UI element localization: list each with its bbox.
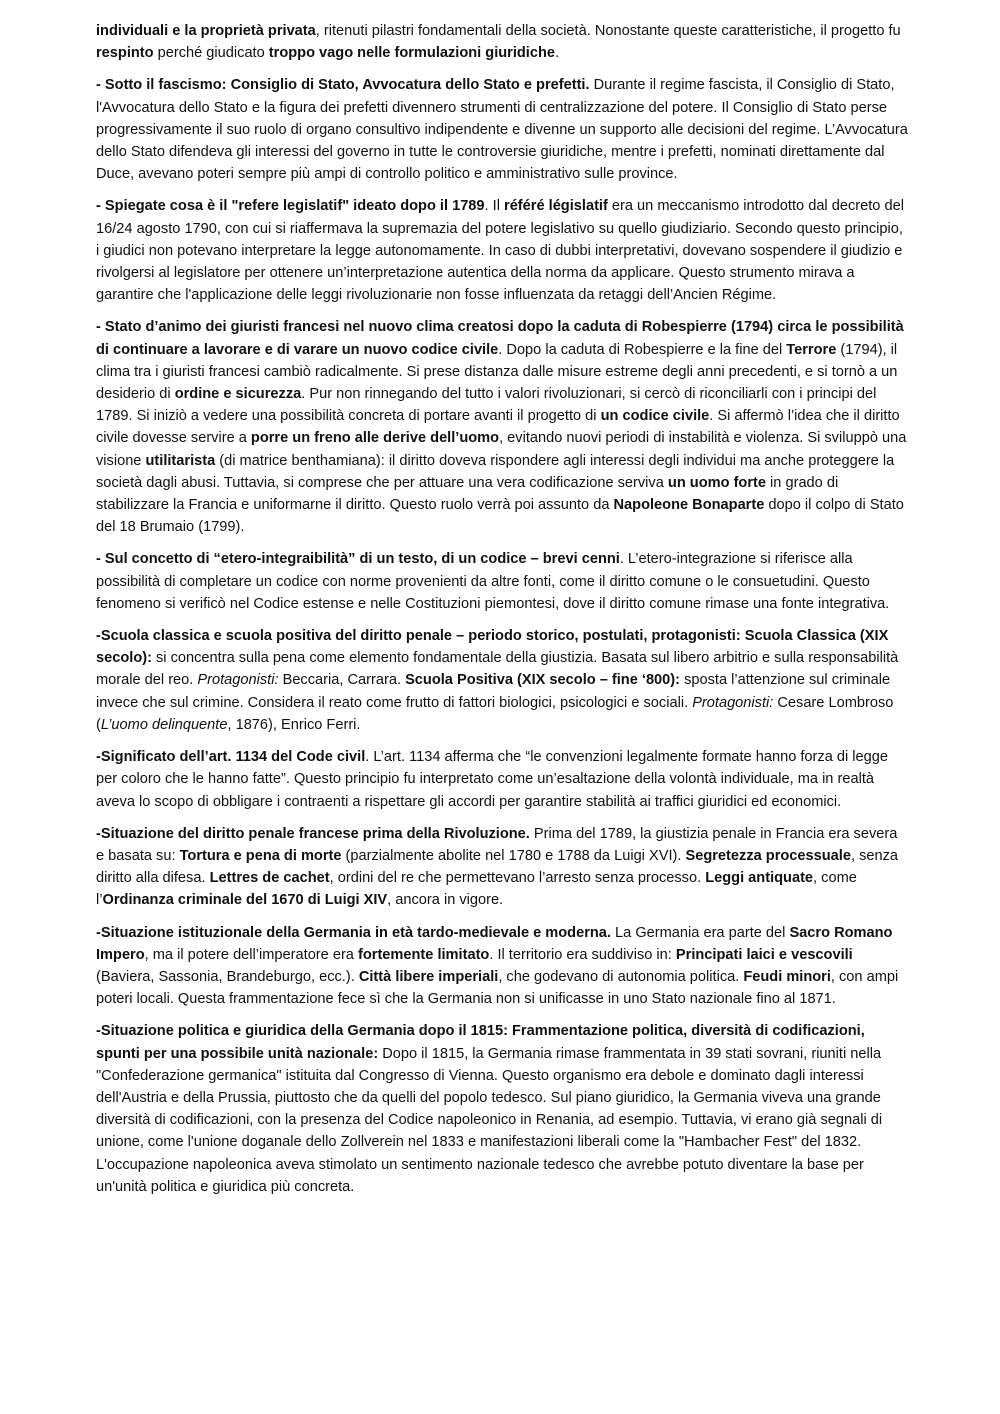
paragraph — [96, 548, 908, 615]
paragraph — [96, 316, 908, 538]
text-run: , evitando nuovi periodi di instabilità e violenza. Si sviluppò una visione — [96, 430, 907, 469]
text-run: . — [555, 45, 560, 62]
text-run: , che godevano di autonomia politica. — [498, 968, 744, 985]
bold-text: ordine e sicurezza — [174, 386, 302, 403]
text-run: , ordini del re che permettevano l’arresto senza processo. — [329, 870, 706, 887]
bold-text: - Stato d’animo dei giuristi francesi nel nuovo clima creatosi dopo la caduta di Robespierre (1794) circa le possibilità di continuare a lavorare e di varare un nuovo codice civile — [96, 319, 904, 358]
text-run: . Dopo la caduta di Robespierre e la fine del — [498, 341, 787, 358]
paragraph — [96, 746, 908, 813]
text-run: Beccaria, Carrara. — [278, 672, 406, 689]
text-run: (di matrice benthamiana): il diritto doveva rispondere agli interessi degli individui ma anche proteggere la società dagli abusi. Tuttavia, si comprese che per attuare una vera codificazione serviva — [96, 452, 895, 491]
text-run: Dopo il 1815, la Germania rimase frammentata in 39 stati sovrani, riuniti nella "Confederazione germanica" istituita dal Congresso di Vienna. Questo organismo era debole e dominato dagli interessi dell'Austria e della Prussia, piuttosto che da quelli del popolo tedesco. Sul piano giuridico, la Germania viveva una grande diversità di codificazioni, con la presenza del Codice napoleonico in Renania, ad esempio. Tuttavia, vi erano già segnali di unione, come l'unione doganale dello Zollverein nel 1833 e manifestazioni liberali come la "Hambacher Fest" del 1832. L'occupazione napoleonica aveva stimolato un sentimento nazionale tedesco che avrebbe potuto diventare la base per un'unità politica e giuridica più concreta. — [96, 1045, 883, 1195]
text-run: . Il — [484, 198, 505, 215]
text-run: , come l’ — [96, 870, 857, 909]
bold-text: référé législatif — [504, 198, 608, 215]
bold-text: - Sotto il fascismo: Consiglio di Stato, Avvocatura dello Stato e prefetti. — [96, 77, 590, 94]
bold-text: Leggi antiquate — [705, 870, 814, 887]
text-run: (parzialmente abolite nel 1780 e 1788 da Luigi XVI). — [341, 847, 686, 864]
text-run: , ma il potere dell’imperatore era — [144, 946, 358, 963]
paragraph — [96, 823, 908, 912]
text-run: Prima del 1789, la giustizia penale in Francia era severa e basata su: — [96, 825, 898, 864]
text-run: (Baviera, Sassonia, Brandeburgo, ecc.). — [96, 968, 359, 985]
bold-text: Scuola Positiva (XIX secolo – fine ‘800): — [405, 672, 681, 689]
bold-text: Città libere imperiali — [358, 968, 499, 985]
text-run: , con ampi poteri locali. Questa frammentazione fece sì che la Germania non si unificasse in uno Stato nazionale fino al 1871. — [96, 968, 899, 1008]
text-run: si concentra sulla pena come elemento fondamentale della giustizia. Basata sul libero arbitrio e sulla responsabilità morale del reo. — [96, 650, 899, 689]
text-run: era un meccanismo introdotto dal decreto del 16/24 agosto 1790, con cui si riaffermava la supremazia del potere legislativo su quello giudiziario. Secondo questo principio, i giudici non potevano interpretare la legge autonomamente. In caso di dubbi interpretativi, dovevano sospendere il giudizio e rivolgersi al legislatore per ottenere un’interpretazione autentica della norma da applicare. Questo strumento mirava a garantire che l'applicazione delle leggi rivoluzionarie non fosse influenzata da retaggi dell’Ancien Régime. — [96, 198, 904, 304]
bold-text: -Situazione istituzionale della Germania in età tardo-medievale e moderna. — [96, 924, 611, 941]
text-run: in grado di stabilizzare la Francia e uniformarne il diritto. Questo ruolo verrà poi assunto da — [96, 474, 839, 514]
bold-text: -Situazione politica e giuridica della Germania dopo il 1815: Frammentazione politica, diversità di codificazioni, spunti per una possibile unità nazionale: — [96, 1023, 865, 1062]
italic-text: Protagonisti: — [197, 672, 279, 689]
text-run: Durante il regime fascista, il Consiglio di Stato, l'Avvocatura dello Stato e la figura dei prefetti divennero strumenti di centralizzazione del potere. Il Consiglio di Stato perse progressivamente il suo ruolo di organo consultivo indipendente e divenne un supporto alle decisioni del regime. L’Avvocatura dello Stato difendeva gli interessi del governo in tutte le controversie giuridiche, mentre i prefetti, nominati direttamente dal Duce, avevano poteri sempre più ampi di controllo politico e amministrativo sulle province. — [96, 77, 908, 183]
text-run: , 1876), Enrico Ferri. — [227, 716, 361, 733]
bold-text: Segretezza processuale — [685, 847, 851, 864]
text-run: dopo il colpo di Stato del 18 Brumaio (1799). — [96, 497, 904, 536]
text-run: . Il territorio era suddiviso in: — [489, 946, 676, 963]
bold-text: -Situazione del diritto penale francese prima della Rivoluzione. — [96, 825, 530, 842]
text-run: perché giudicato — [153, 45, 269, 62]
text-run: . L’etero-integrazione si riferisce alla possibilità di completare un codice con norme provenienti da altre fonti, come il diritto comune o le consuetudini. Questo fenomeno si verificò nel Codice estense e nelle Costituzioni piemontesi, dove il diritto comune rimase una fonte integrativa. — [96, 551, 890, 612]
bold-text: Lettres de cachet — [209, 870, 330, 887]
bold-text: -Significato dell’art. 1134 del Code civil — [96, 749, 366, 766]
paragraph — [96, 1020, 908, 1198]
italic-text: Protagonisti: — [692, 694, 774, 711]
bold-text: - Sul concetto di “etero-integraibilità” di un testo, di un codice – brevi cenni — [96, 551, 620, 568]
bold-text: individuali e la proprietà privata — [96, 23, 316, 39]
bold-text: Napoleone Bonaparte — [613, 497, 765, 514]
text-run: Cesare Lombroso ( — [96, 694, 894, 733]
paragraph — [96, 20, 908, 64]
bold-text: - Spiegate cosa è il "refere legislatif" ideato dopo il 1789 — [96, 198, 485, 215]
bold-text: fortemente limitato — [357, 946, 490, 963]
paragraph — [96, 74, 908, 185]
text-run: . L’art. 1134 afferma che “le convenzioni legalmente formate hanno forza di legge per coloro che le hanno fatte”. Questo principio fu interpretato come un’esaltazione della volontà individuale, ma in realtà aveva lo scopo di obbligare i contraenti a rispettare gli accordi per garantire stabilità ai traffici giuridici ed economici. — [96, 749, 888, 810]
bold-text: porre un freno alle derive dell’uomo — [250, 430, 500, 447]
bold-text: Feudi minori — [743, 968, 831, 985]
italic-text: L’uomo delinquente — [100, 716, 228, 733]
bold-text: Terrore — [786, 341, 837, 358]
text-run: La Germania era parte del — [610, 924, 790, 941]
paragraph — [96, 625, 908, 736]
bold-text: -Scuola classica e scuola positiva del diritto penale – periodo storico, postulati, protagonisti: Scuola Classica (XIX secolo): — [96, 628, 889, 667]
bold-text: Ordinanza criminale del 1670 di Luigi XIV — [102, 892, 388, 909]
bold-text: troppo vago nelle formulazioni giuridiche — [268, 45, 556, 62]
paragraph — [96, 195, 908, 306]
bold-text: un codice civile — [600, 408, 710, 425]
bold-text: respinto — [96, 45, 154, 62]
bold-text: utilitarista — [145, 452, 216, 469]
document-page — [96, 20, 908, 1208]
text-run: (1794), il clima tra i giuristi francesi cambiò radicalmente. Si prese distanza dalle misure estreme degli anni precedenti, e si tornò a un desiderio di — [96, 341, 898, 403]
bold-text: un uomo forte — [667, 474, 766, 491]
text-run: sposta l’attenzione sul criminale invece che sul crimine. Considera il reato come frutto di fattori biologici, psicologici e sociali. — [96, 672, 891, 711]
text-run: , senza diritto alla difesa. — [96, 847, 899, 887]
text-run: , ancora in vigore. — [387, 892, 504, 909]
text-run: . Pur non rinnegando del tutto i valori rivoluzionari, si cercò di riconciliarli con i principi del 1789. Si iniziò a vedere una possibilità concreta di portare avanti il progetto di — [96, 386, 877, 425]
paragraph — [96, 922, 908, 1011]
text-run: . Si affermò l’idea che il diritto civile dovesse servire a — [96, 408, 900, 447]
bold-text: Principati laici e vescovili — [675, 946, 853, 963]
bold-text: Sacro Romano Impero — [96, 924, 893, 963]
text-run: , ritenuti pilastri fondamentali della società. Nonostante queste caratteristiche, il progetto fu — [315, 23, 901, 39]
bold-text: Tortura e pena di morte — [179, 847, 342, 864]
